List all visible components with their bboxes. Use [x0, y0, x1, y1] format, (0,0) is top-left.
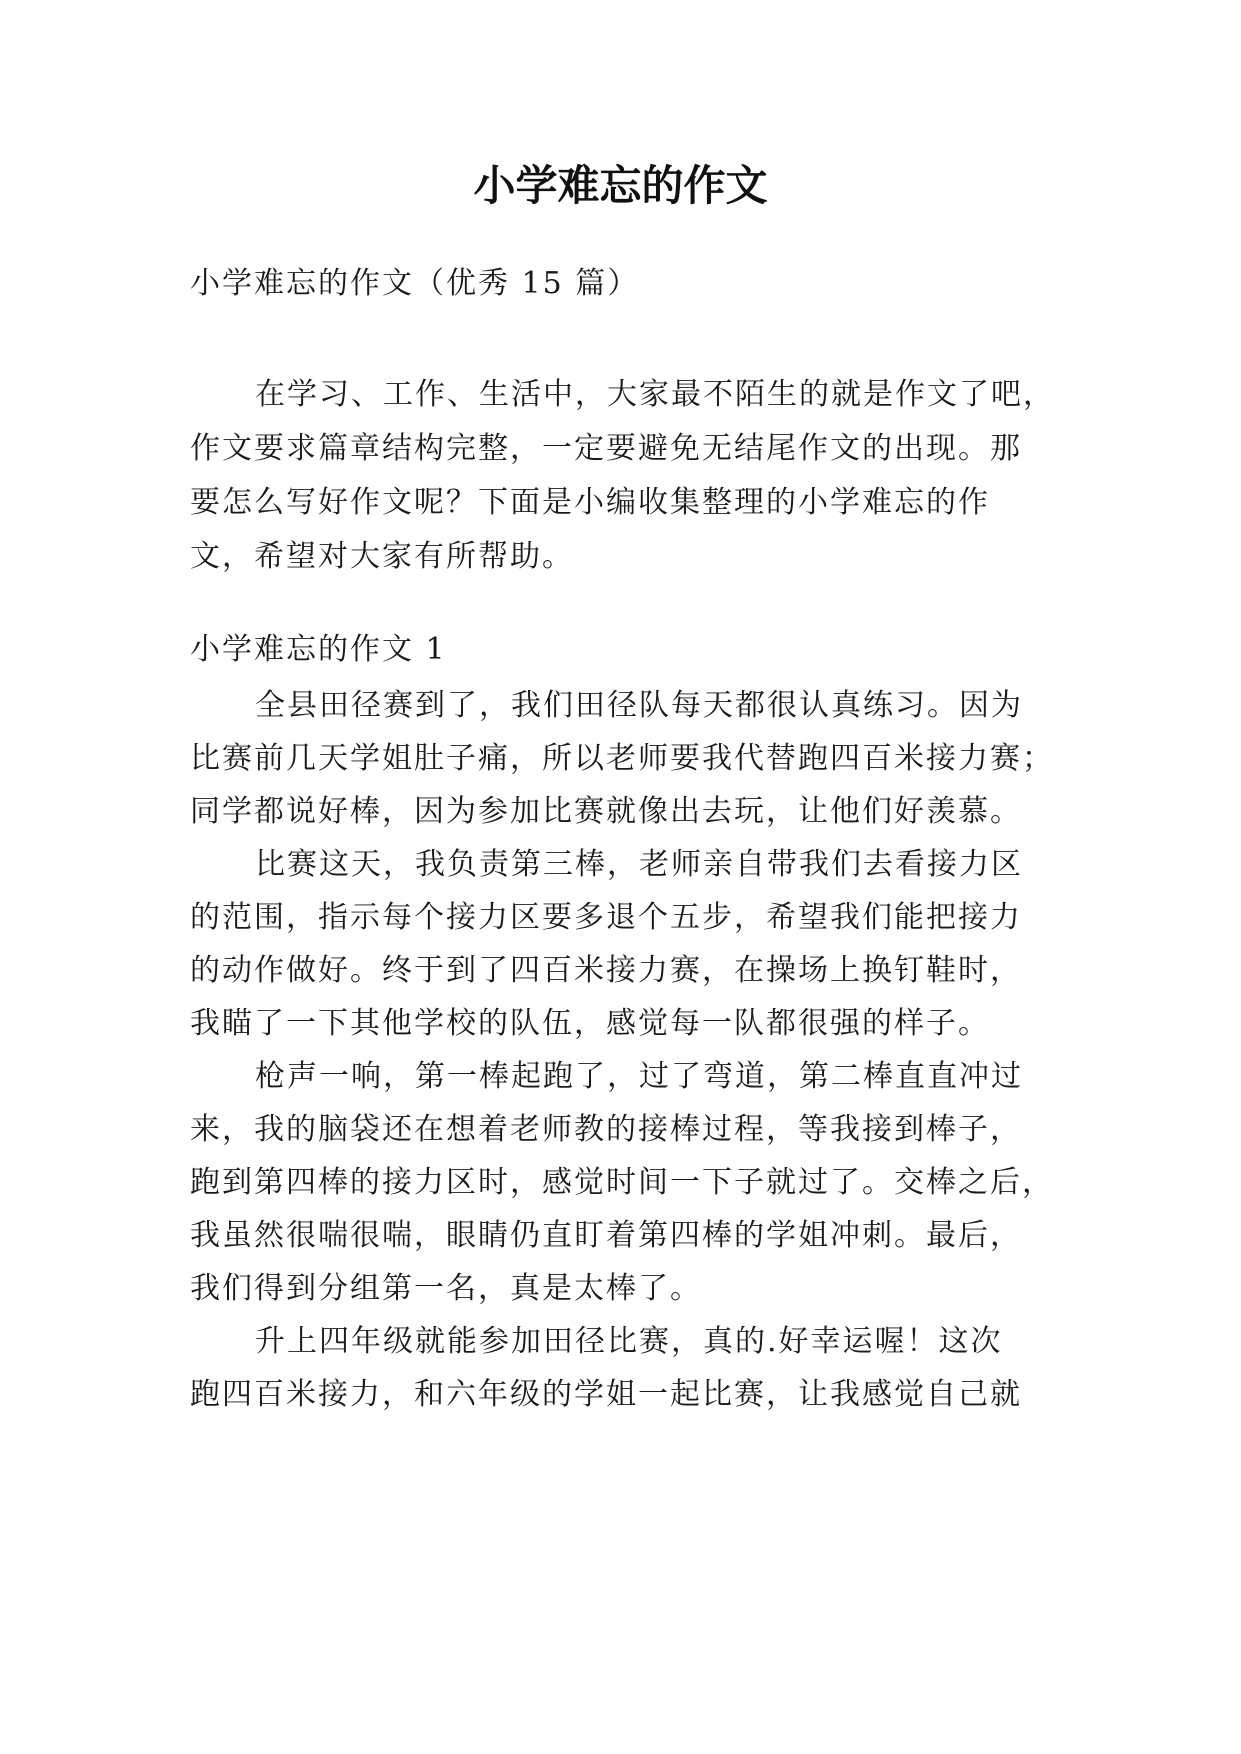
- paragraph-line: 全县田径赛到了，我们田径队每天都很认真练习。因为: [255, 688, 1023, 723]
- paragraph-line: 跑四百米接力，和六年级的学姐一起比赛，让我感觉自己就: [190, 1377, 1022, 1412]
- paragraph-line: 升上四年级就能参加田径比赛，真的.好幸运喔！这次: [255, 1324, 1003, 1359]
- paragraph-line: 我虽然很喘很喘，眼睛仍直盯着第四棒的学姐冲刺。最后，: [190, 1218, 1022, 1253]
- paragraph-line: 的动作做好。终于到了四百米接力赛，在操场上换钉鞋时，: [190, 953, 1022, 988]
- intro-line: 要怎么写好作文呢？下面是小编收集整理的小学难忘的作: [190, 485, 990, 520]
- intro-line: 文，希望对大家有所帮助。: [190, 539, 574, 574]
- paragraph-line: 同学都说好棒，因为参加比赛就像出去玩，让他们好羡慕。: [190, 794, 1022, 829]
- paragraph-line: 枪声一响，第一棒起跑了，过了弯道，第二棒直直冲过: [255, 1059, 1023, 1094]
- paragraph-line: 我瞄了一下其他学校的队伍，感觉每一队都很强的样子。: [190, 1006, 990, 1041]
- paragraph-line: 的范围，指示每个接力区要多退个五步，希望我们能把接力: [190, 900, 1022, 935]
- section-heading: 小学难忘的作文 1: [190, 632, 447, 667]
- document-title: 小学难忘的作文: [473, 161, 768, 210]
- paragraph-line: 比赛前几天学姐肚子痛，所以老师要我代替跑四百米接力赛；: [190, 741, 1054, 776]
- paragraph-line: 来，我的脑袋还在想着老师教的接棒过程，等我接到棒子，: [190, 1112, 1022, 1147]
- intro-line: 在学习、工作、生活中，大家最不陌生的就是作文了吧，: [255, 377, 1055, 412]
- paragraph-line: 比赛这天，我负责第三棒，老师亲自带我们去看接力区: [255, 847, 1023, 882]
- paragraph-line: 跑到第四棒的接力区时，感觉时间一下子就过了。交棒之后，: [190, 1165, 1054, 1200]
- document-subtitle: 小学难忘的作文（优秀 15 篇）: [190, 266, 640, 301]
- paragraph-line: 我们得到分组第一名，真是太棒了。: [190, 1271, 702, 1306]
- intro-line: 作文要求篇章结构完整，一定要避免无结尾作文的出现。那: [190, 431, 1022, 466]
